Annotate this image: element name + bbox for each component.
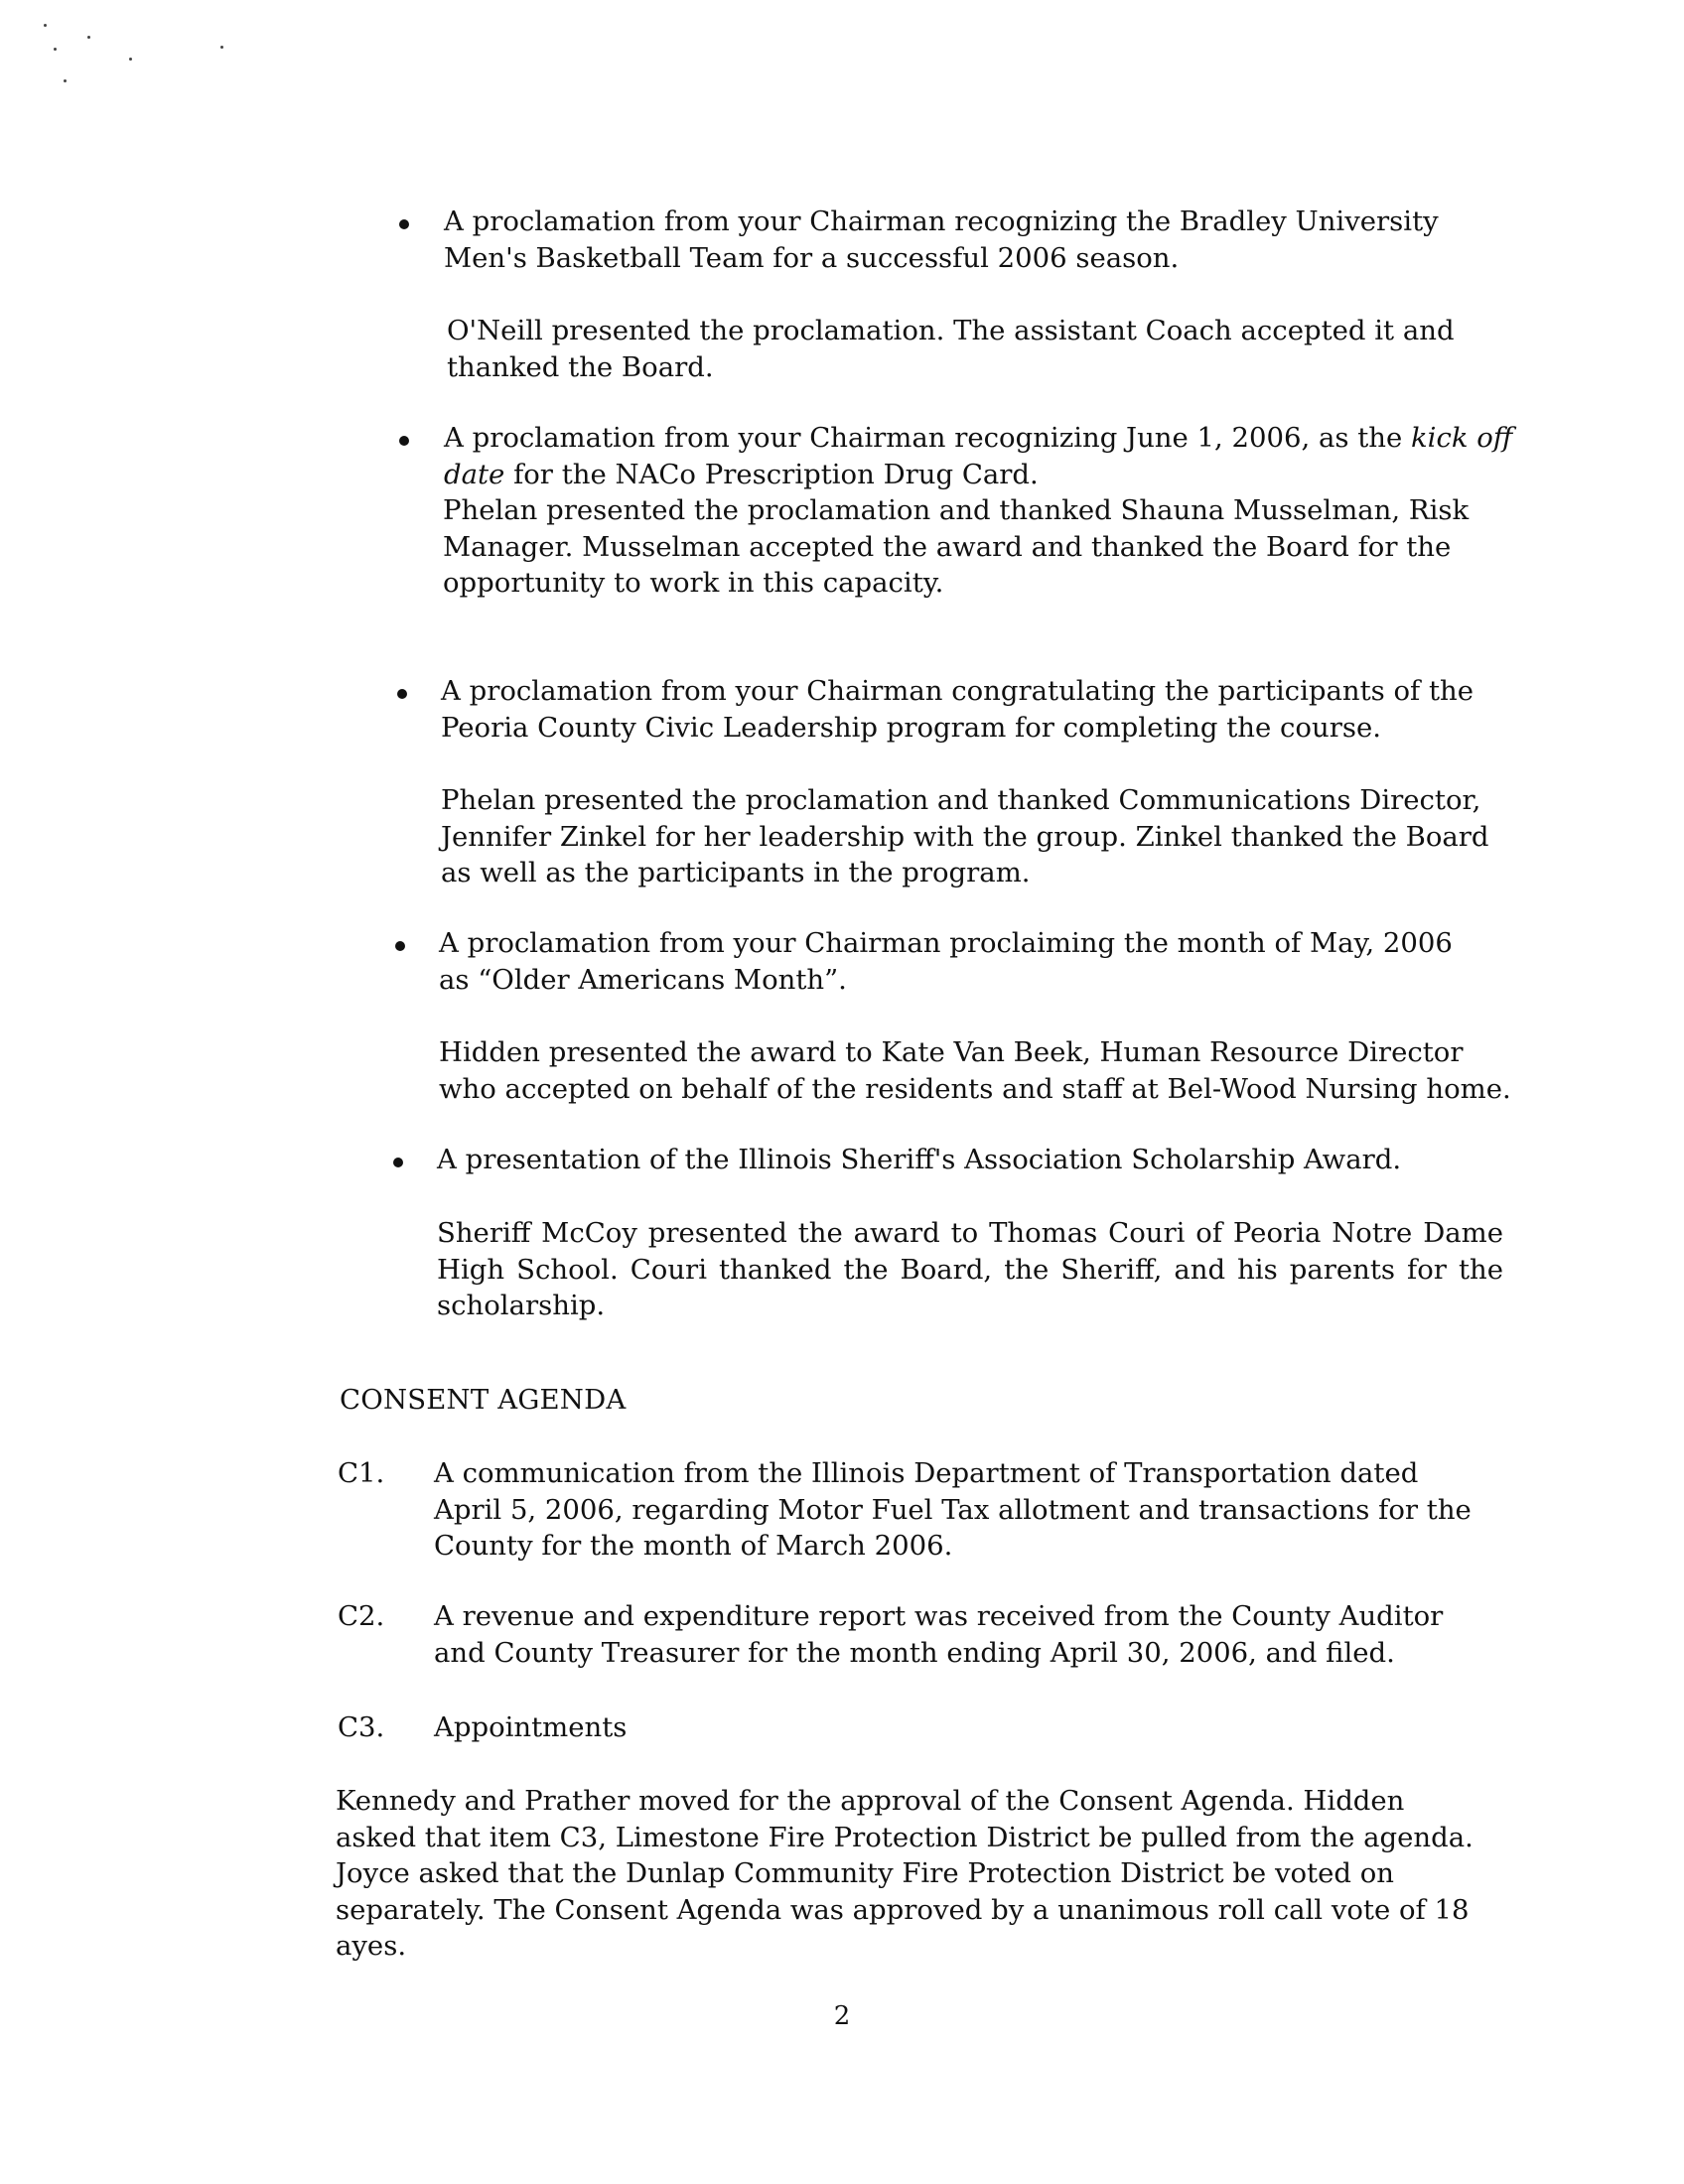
proclamation-item: A proclamation from your Chairman recognizing June 1, 2006, as the kick off date for the NACo Prescription Drug Card.	[444, 422, 1513, 490]
proclamation-response: O'Neill presented the proclamation. The assistant Coach accepted it and thanked the Board.	[447, 315, 1455, 383]
proclamation-item: A proclamation from your Chairman congratulating the participants of the Peoria County Civic Leadership program for completing the course.	[441, 675, 1474, 744]
agenda-item-text: Appointments	[434, 1711, 628, 1743]
agenda-item-label: C3.	[338, 1711, 385, 1743]
bullet-icon	[399, 219, 409, 229]
proclamation-response: Phelan presented the proclamation and thanked Communications Director, Jennifer Zinkel for her leadership with the group. Zinkel thanked the Board as well as the participants in the program.	[441, 784, 1489, 888]
agenda-item-text: A communication from the Illinois Department of Transportation dated April 5, 2006, regarding Motor Fuel Tax allotment and transactions for the County for the month of March 2006.	[434, 1457, 1472, 1562]
proclamation-response: Hidden presented the award to Kate Van Beek, Human Resource Director who accepted on behalf of the residents and staff at Bel-Wood Nursing home.	[439, 1036, 1511, 1105]
bullet-icon	[397, 689, 407, 699]
page-number: 2	[833, 2001, 851, 2031]
proclamation-item: A proclamation from your Chairman recognizing the Bradley University Men's Basketball Team for a successful 2006 season.	[444, 205, 1439, 274]
consent-agenda-summary: Kennedy and Prather moved for the approval of the Consent Agenda. Hidden asked that item C3, Limestone Fire Protection District be pulled from the agenda. Joyce asked that the Dunlap Community Fire Protection District be voted on separately. The Consent Agenda was approved by a unanimous roll call vote of 18 ayes.	[336, 1785, 1474, 1962]
proclamation-response: Sheriff McCoy presented the award to Thomas Couri of Peoria Notre Dame High School. Couri thanked the Board, the Sheriff, and his parents for the scholarship.	[437, 1217, 1503, 1321]
proclamation-response: Phelan presented the proclamation and thanked Shauna Musselman, Risk Manager. Musselman accepted the award and thanked the Board for the opportunity to work in this capacity.	[443, 494, 1470, 599]
italic-phrase: kick off date	[444, 422, 1513, 490]
bullet-icon	[395, 941, 405, 951]
agenda-item-text: A revenue and expenditure report was received from the County Auditor and County Treasurer for the month ending April 30, 2006, and filed.	[434, 1600, 1444, 1669]
agenda-item-label: C2.	[338, 1600, 385, 1632]
bullet-icon	[393, 1158, 403, 1167]
proclamation-item: A presentation of the Illinois Sheriff's Association Scholarship Award.	[437, 1144, 1402, 1175]
section-heading: CONSENT AGENDA	[340, 1384, 627, 1416]
proclamation-item: A proclamation from your Chairman proclaiming the month of May, 2006 as “Older Americans Month”.	[439, 927, 1453, 996]
bullet-icon	[399, 436, 409, 446]
agenda-item-label: C1.	[338, 1457, 385, 1489]
